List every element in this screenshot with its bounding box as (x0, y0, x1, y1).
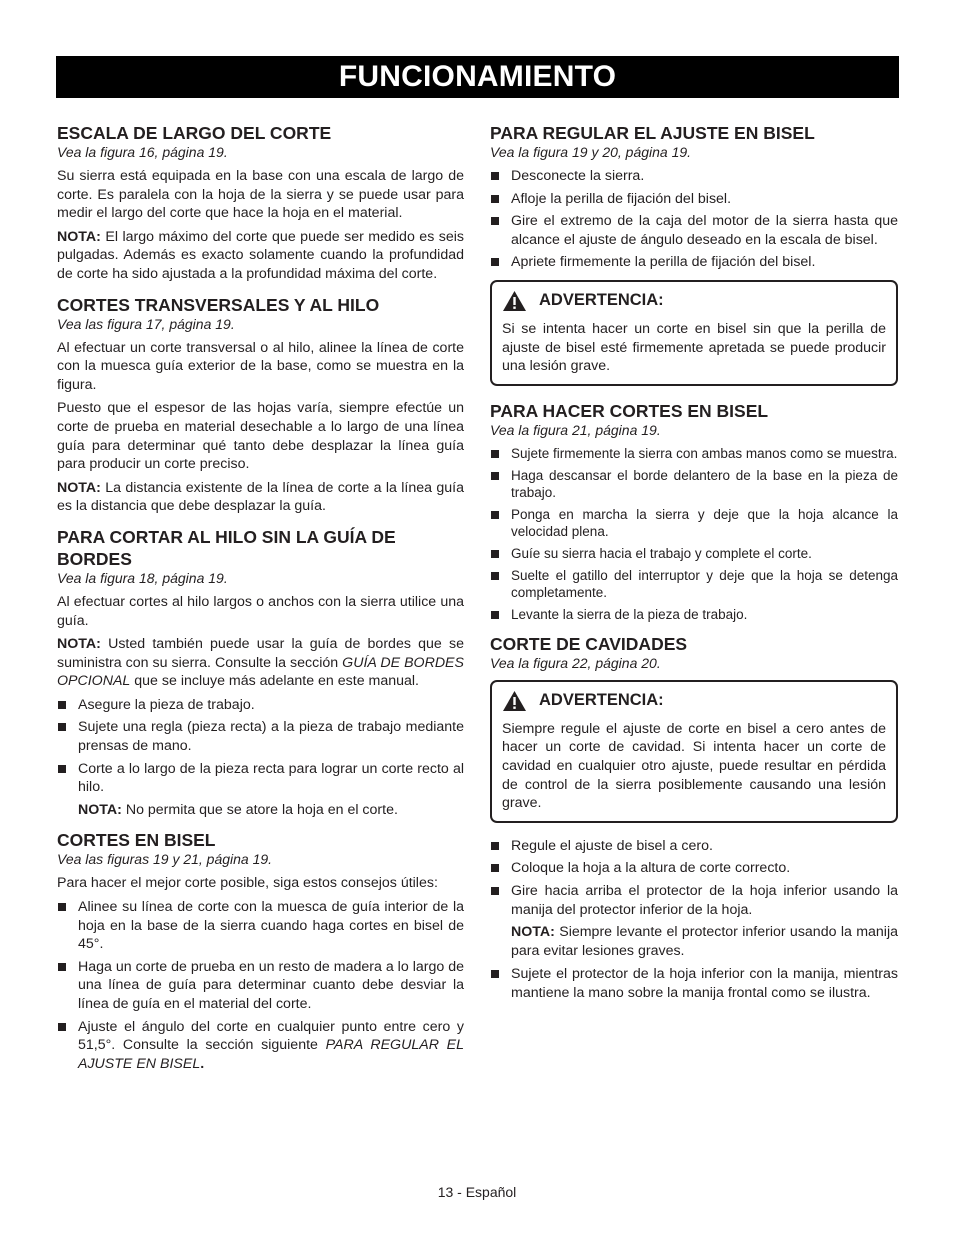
warning-box (490, 680, 898, 823)
bullet-list (57, 898, 464, 1073)
list-item: Asegure la pieza de trabajo. (57, 696, 464, 715)
list-item: Alinee su línea de corte con la muesca de guía interior de la hoja en la base de la sierra cuando haga cortes en bisel de 45°. (57, 898, 464, 954)
cross-reference: PARA REGULAR EL AJUSTE EN BISEL (78, 1037, 464, 1072)
figure-reference: Vea la figura 21, página 19. (490, 421, 661, 438)
section-title: PARA REGULAR EL AJUSTE EN BISEL (490, 123, 815, 143)
bullet-list (490, 445, 898, 623)
list-item: Gire hacia arriba el protector de la hoja inferior usando la manija del protector inferior de la hoja. (490, 882, 898, 919)
figure-reference: Vea la figura 16, página 19. (57, 144, 228, 160)
list-item: Desconecte la sierra. (490, 167, 898, 186)
note-text: El largo máximo del corte que puede ser medido es seis pulgadas. Además es exacto solamente cuando la profundidad de corte ha sido ajustada a la profundidad máxima del corte. (57, 228, 464, 282)
note (57, 635, 464, 691)
section-title: CORTE DE CAVIDADES (490, 633, 688, 654)
list-item: Levante la sierra de la pieza de trabajo. (490, 606, 898, 623)
list-item: Suelte el gatillo del interruptor y deje que la hoja se detenga completamente. (490, 567, 898, 601)
note-label: NOTA: (511, 924, 555, 941)
section-cut-length-scale (57, 122, 464, 284)
bullet-list (490, 965, 898, 1002)
section-pocket-cut-steps (490, 837, 898, 1003)
section-title: PARA CORTAR AL HILO SIN LA GUÍA DE BORDES (57, 526, 396, 569)
warning-triangle-icon (502, 690, 527, 712)
paragraph: Puesto que el espesor de las hojas varía, siempre efectúe un corte de prueba en material desechable a lo largo de una línea guía para determinar qué tanto debe desplazar la línea guía para producir un corte preciso. (57, 400, 464, 473)
section-title: ESCALA DE LARGO DEL CORTE (57, 123, 332, 143)
note-text: No permita que se atore la hoja en el corte. (125, 801, 398, 818)
note (57, 228, 464, 284)
paragraph: Al efectuar cortes al hilo largos o anchos con la sierra utilice una guía. (57, 593, 464, 629)
warning-box (490, 280, 898, 386)
page-title: FUNCIONAMIENTO (338, 60, 617, 93)
list-item: Ponga en marcha la sierra y deje que la hoja alcance la velocidad plena. (490, 506, 898, 540)
bullet-list (490, 167, 898, 272)
list-item: Ajuste el ángulo del corte en cualquier punto entre cero y 51,5°. Consulte la sección siguiente PARA REGULAR EL AJUSTE EN BISEL. (57, 1018, 464, 1074)
warning-text: Siempre regule el ajuste de corte en bisel a cero antes de hacer un corte de cavidad. Si intenta hacer un corte de cavidad en cualquier otro ajuste, puede resultar en pérdida de control de la sierra posiblemente causando una lesión grave. (502, 720, 886, 812)
bullet-list (490, 837, 898, 919)
note-label: NOTA: (57, 228, 101, 245)
figure-reference: Vea la figura 19 y 20, página 19. (490, 144, 692, 160)
list-item: Apriete firmemente la perilla de fijación del bisel. (490, 253, 898, 272)
warning-title: ADVERTENCIA: (539, 691, 664, 710)
warning-header (502, 690, 886, 712)
warning-triangle-icon (502, 290, 527, 312)
note-italic: GUÍA DE BORDES OPCIONAL (57, 654, 464, 690)
figure-reference: Vea la figura 18, página 19. (57, 569, 228, 586)
note-label: NOTA: (57, 479, 101, 496)
note-label: NOTA: (78, 801, 122, 818)
list-item: Regule el ajuste de bisel a cero. (490, 837, 898, 856)
paragraph: Su sierra está equipada en la base con una escala de largo de corte. Es paralela con la hoja de la sierra y se puede usar para medir el largo del corte que hace la hoja en el material. (57, 168, 464, 222)
list-item: Sujete una regla (pieza recta) a la pieza de trabajo mediante prensas de mano. (57, 718, 464, 755)
list-item: Guíe su sierra hacia el trabajo y complete el corte. (490, 545, 898, 562)
right-column (490, 122, 898, 1006)
page-number: 13 - Español (437, 1184, 517, 1200)
figure-reference: Vea las figura 17, página 19. (57, 315, 235, 332)
list-item: Corte a lo largo de la pieza recta para lograr un corte recto al hilo. (57, 760, 464, 797)
list-item: Sujete firmemente la sierra con ambas manos como se muestra. (490, 445, 898, 462)
section-banner (56, 56, 899, 98)
section-crosscuts-rips (57, 294, 464, 516)
paragraph: Al efectuar un corte transversal o al hilo, alinee la línea de corte con la muesca guía exterior de la base, como se muestra en la figura. (57, 339, 464, 393)
section-title: PARA HACER CORTES EN BISEL (490, 400, 769, 421)
left-column (57, 122, 464, 1083)
list-item: Coloque la hoja a la altura de corte correcto. (490, 859, 898, 878)
figure-reference: Vea la figura 22, página 20. (490, 654, 661, 671)
list-item: Afloje la perilla de fijación del bisel. (490, 190, 898, 209)
section-making-bevel-cuts (490, 400, 898, 623)
section-title: CORTES EN BISEL (57, 830, 216, 851)
bullet-list (57, 696, 464, 797)
warning-title: ADVERTENCIA: (539, 291, 664, 310)
list-item: Haga descansar el borde delantero de la base en la pieza de trabajo. (490, 467, 898, 501)
warning-header (502, 290, 886, 312)
note (57, 479, 464, 516)
list-item: Gire el extremo de la caja del motor de la sierra hasta que alcance el ajuste de ángulo deseado en la escala de bisel. (490, 212, 898, 249)
list-item: Haga un corte de prueba en un resto de madera a lo largo de una línea de guía para determinar cuanto debe desviar la línea de guía en el material del corte. (57, 958, 464, 1014)
figure-reference: Vea las figuras 19 y 21, página 19. (57, 851, 273, 868)
note (57, 801, 464, 820)
note-text: La distancia existente de la línea de corte a la línea guía es la distancia que debe desplazar la guía. (57, 479, 465, 515)
section-rip-without-guide (57, 526, 464, 820)
paragraph: Para hacer el mejor corte posible, siga estos consejos útiles: (57, 875, 438, 892)
section-title: CORTES TRANSVERSALES Y AL HILO (57, 294, 380, 315)
note-text: Siempre levante el protector inferior usando la manija para evitar lesiones graves. (511, 924, 898, 959)
note (490, 923, 898, 960)
note-text: Usted también puede usar la guía de bordes que se suministra con su sierra. Consulte la sección (57, 636, 464, 671)
section-bevel-cuts (57, 829, 464, 1073)
note-label: NOTA: (57, 636, 101, 653)
note-text: que se incluye más adelante en este manual. (134, 673, 420, 690)
list-item: Sujete el protector de la hoja inferior con la manija, mientras mantiene la mano sobre la manija frontal como se ilustra. (490, 965, 898, 1002)
warning-text: Si se intenta hacer un corte en bisel sin que la perilla de ajuste de bisel esté firmemente apretada se puede producir una lesión grave. (502, 320, 886, 375)
section-adjust-bevel (490, 122, 898, 272)
section-pocket-cuts (490, 633, 898, 672)
